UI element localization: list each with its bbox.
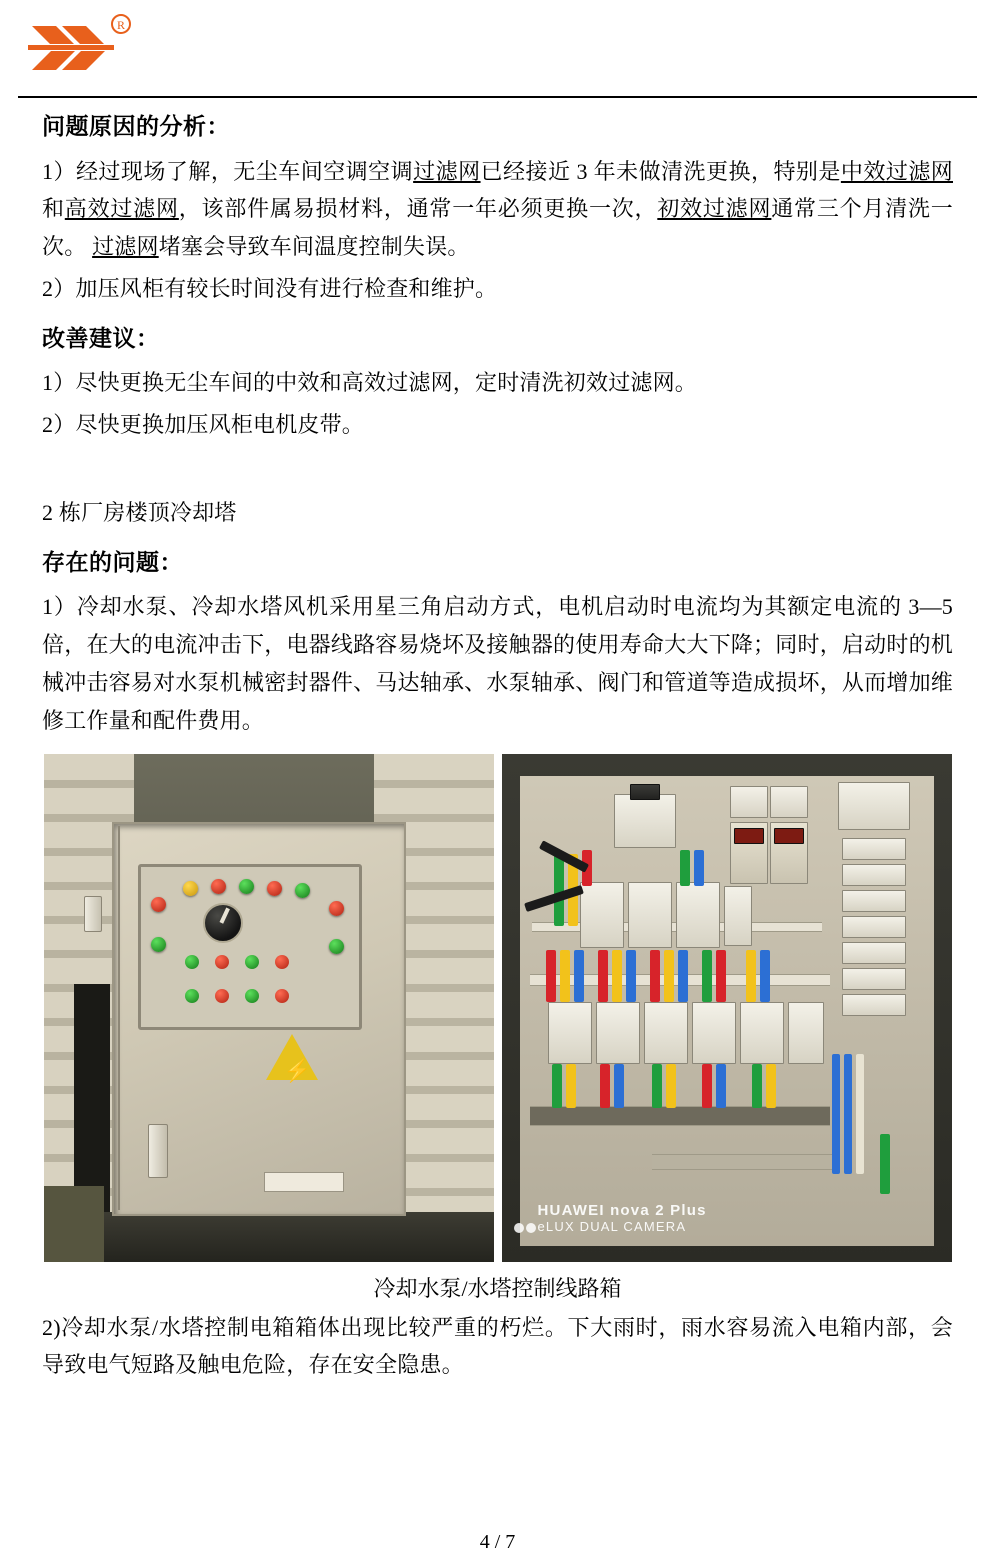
paragraph-cause-1 [42, 153, 953, 266]
photo2-circuit-breaker [628, 882, 672, 948]
photo2-wire-yellow [566, 1064, 576, 1108]
heading-cause-analysis: 问题原因的分析： [42, 114, 230, 139]
photo2-wire-red [702, 1064, 712, 1108]
photo1-push-button [275, 989, 289, 1003]
photo2-ground-bar [652, 1154, 832, 1170]
photo2-watermark-line2: eLUX DUAL CAMERA [537, 1218, 687, 1234]
photo2-wire-yellow [664, 950, 674, 1002]
page-number: 4 / 7 [479, 1531, 516, 1553]
photo2-watermark [538, 1202, 707, 1234]
photo2-contactor [692, 1002, 736, 1064]
photo1-warning-bolt-icon: ⚡ [283, 1057, 311, 1083]
photo2-contactor [644, 1002, 688, 1064]
paragraph-problem-1: 1）冷却水泵、冷却水塔风机采用星三角启动方式，电机启动时电流均为其额定电流的 3—5 倍，在大的电流冲击下，电器线路容易烧坏及接触器的使用寿命大大下降；同时，启动时的机械冲击容易对水泵机械密封器件、马达轴承、水泵轴承、阀门和管道等造成损坏，从而增加维修工作量和配件费用。 [42, 594, 953, 733]
photo2-wire-green [652, 1064, 662, 1108]
photo2-contactor [548, 1002, 592, 1064]
photo2-contactor [740, 1002, 784, 1064]
photo2-wire-green [680, 850, 690, 886]
photo2-wire-yellow [666, 1064, 676, 1108]
photo2-wire-red [598, 950, 608, 1002]
photo2-circuit-breaker [580, 882, 624, 948]
paragraph-cause-2 [42, 270, 953, 308]
photo2-wire-blue [844, 1054, 852, 1174]
photo2-terminal-module [842, 890, 906, 912]
photo2-timer-display [734, 828, 764, 844]
photo1-door-handle [148, 1124, 168, 1178]
photo2-wire-blue [694, 850, 704, 886]
photo2-wire-yellow [746, 950, 756, 1002]
heading-existing-problems: 存在的问题： [42, 549, 183, 575]
photo1-door-seam [118, 826, 120, 1210]
photo2-timer-relay [730, 786, 768, 818]
photo1-indicator-lamp [267, 881, 282, 896]
photo2-wire-blue [574, 950, 584, 1002]
photo1-cabinet-body [112, 822, 406, 1216]
photo2-terminal-module [842, 838, 906, 860]
paragraph-problem-2: 2)冷却水泵/水塔控制电箱箱体出现比较严重的朽烂。下大雨时，雨水容易流入电箱内部，会导致电气短路及触电危险，存在安全隐患。 [42, 1314, 953, 1378]
photo1-ground [44, 1212, 494, 1262]
photo1-indicator-lamp [239, 879, 254, 894]
header-divider [18, 96, 977, 98]
photo1-push-button [245, 989, 259, 1003]
photo2-contactor [596, 1002, 640, 1064]
photo2-camera-lens-icon [514, 1220, 538, 1232]
photo-outdoor-control-cabinet [44, 754, 494, 1262]
photo2-watermark-line1: HUAWEI nova 2 Plus [537, 1201, 707, 1219]
photo1-door-latch [84, 896, 102, 932]
photo1-selector-knob [203, 903, 243, 943]
photo1-push-button [215, 955, 229, 969]
photo2-wire-white [856, 1054, 864, 1174]
heading-improvement-suggestions: 改善建议： [42, 325, 160, 351]
photo2-wire-red [600, 1064, 610, 1108]
page-header [0, 0, 995, 96]
photo2-timer-display [774, 828, 804, 844]
document-body [0, 110, 995, 1384]
photo2-wire-red [716, 950, 726, 1002]
photo2-wire-green [880, 1134, 890, 1194]
photo2-terminal-module [842, 916, 906, 938]
photo2-breaker-handle [630, 784, 660, 800]
photo2-circuit-breaker [724, 886, 752, 946]
photo2-wire-blue [832, 1054, 840, 1174]
photo2-wire-blue [678, 950, 688, 1002]
photo2-wire-red [650, 950, 660, 1002]
photo1-push-button [185, 989, 199, 1003]
photo2-wire-green [554, 854, 564, 926]
photo1-indicator-lamp [295, 883, 310, 898]
photo2-wire-yellow [612, 950, 622, 1002]
photo1-control-panel [138, 864, 362, 1030]
figure-caption: 冷却水泵/水塔控制线路箱 [373, 1275, 622, 1301]
photo1-ground-left [44, 1186, 104, 1262]
photo2-wire-yellow [560, 950, 570, 1002]
figure-row [42, 754, 953, 1262]
photo1-push-button [245, 955, 259, 969]
photo1-push-button [215, 989, 229, 1003]
photo2-terminal-module [842, 942, 906, 964]
paragraph-suggestion-2-text: 2）尽快更换加压风柜电机皮带。 [42, 412, 365, 438]
photo2-wire-red [546, 950, 556, 1002]
paragraph-cause-2-text: 2）加压风柜有较长时间没有进行检查和维护。 [42, 275, 498, 301]
svg-text:R: R [116, 18, 126, 32]
photo2-wire-blue [626, 950, 636, 1002]
photo2-contactor [788, 1002, 824, 1064]
photo1-indicator-lamp [329, 939, 344, 954]
photo2-wire-green [752, 1064, 762, 1108]
photo2-wire-blue [614, 1064, 624, 1108]
photo1-indicator-lamp [151, 937, 166, 952]
photo2-terminal-module [842, 968, 906, 990]
vertical-spacer [42, 448, 953, 494]
photo2-terminal-module [842, 994, 906, 1016]
photo2-wire-blue [716, 1064, 726, 1108]
photo1-nameplate [264, 1172, 344, 1192]
paragraph-suggestion-2 [42, 406, 953, 444]
subject-line: 2 栋厂房楼顶冷却塔 [42, 499, 237, 525]
photo2-main-breaker [614, 794, 676, 848]
photo1-push-button [275, 955, 289, 969]
photo-electrical-panel-interior [502, 754, 952, 1262]
photo1-push-button [185, 955, 199, 969]
photo2-fuse-block [838, 782, 910, 830]
company-logo-icon [22, 8, 132, 86]
paragraph-suggestion-1-text: 1）尽快更换无尘车间的中效和高效过滤网，定时清洗初效过滤网。 [42, 370, 698, 396]
photo2-terminal-module [842, 864, 906, 886]
photo1-indicator-lamp [183, 881, 198, 896]
page-footer [0, 1531, 995, 1554]
photo1-indicator-lamp [329, 901, 344, 916]
photo2-terminal-strip [530, 1106, 830, 1126]
photo2-wire-green [702, 950, 712, 1002]
photo2-wire-yellow [766, 1064, 776, 1108]
paragraph-suggestion-1 [42, 364, 953, 402]
photo2-wire-green [552, 1064, 562, 1108]
photo1-indicator-lamp [151, 897, 166, 912]
photo2-wire-blue [760, 950, 770, 1002]
photo2-circuit-breaker [676, 882, 720, 948]
photo1-indicator-lamp [211, 879, 226, 894]
photo2-timer-relay [770, 786, 808, 818]
paragraph-cause-1-text: 1）经过现场了解，无尘车间空调空调过滤网已经接近 3 年未做清洗更换，特别是中效过滤网和高效过滤网，该部件属易损材料，通常一年必须更换一次，初效过滤网通常三个月清洗一次。 过滤网堵塞会导致车间温度控制失误。 [42, 158, 953, 260]
